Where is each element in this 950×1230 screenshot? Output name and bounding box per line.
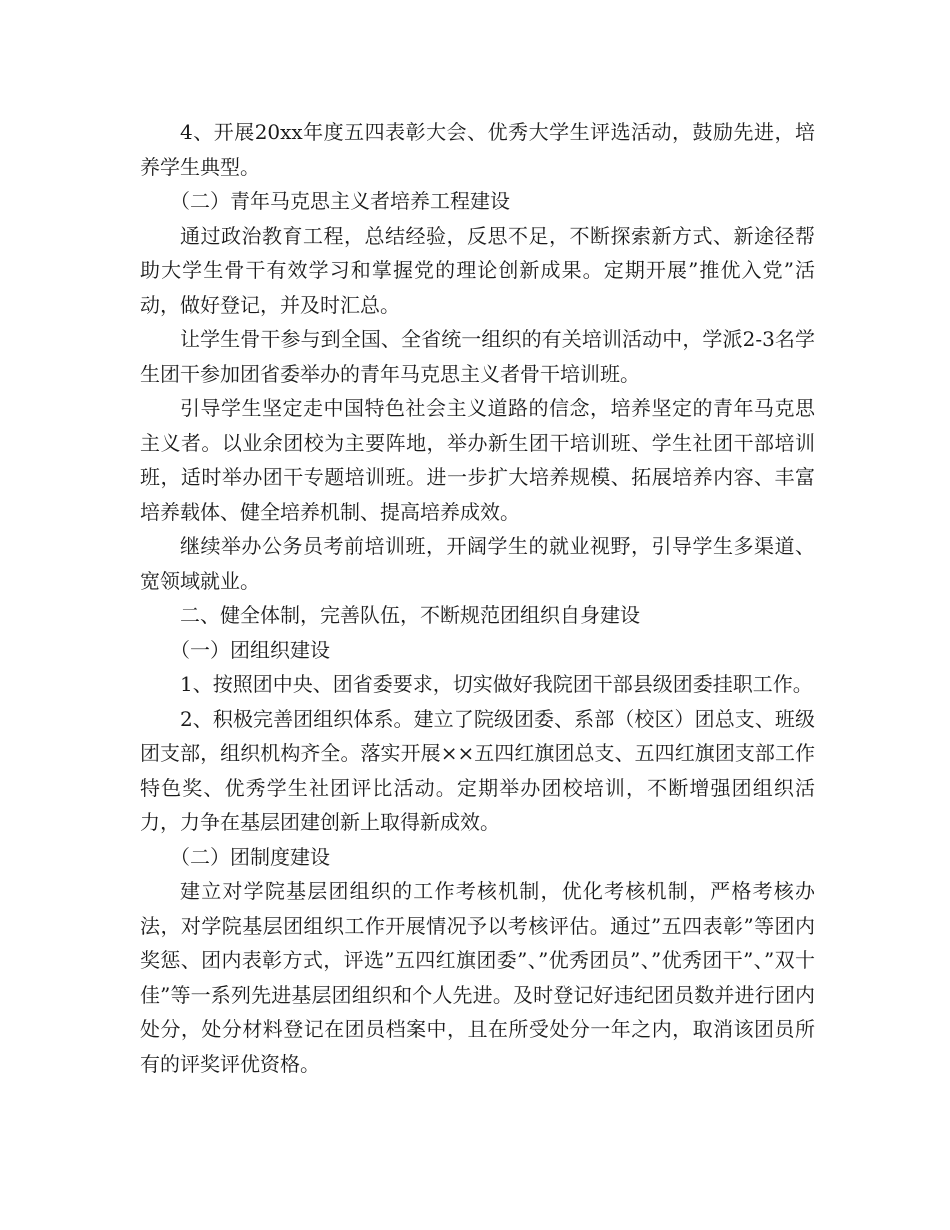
paragraph-item-4: 4、开展20xx年度五四表彰大会、优秀大学生评选活动，鼓励先进，培养学生典型。 [140,120,815,179]
document-body [140,115,815,1081]
paragraph-political-education: 通过政治教育工程，总结经验，反思不足，不断探索新方式、新途径帮助大学生骨干有效学习和掌握党的理论创新成果。定期开展”推优入党”活动，做好登记，并及时汇总。 [140,223,815,317]
paragraph-civil-service-training: 继续举办公务员考前培训班，开阔学生的就业视野，引导学生多渠道、宽领域就业。 [140,534,815,593]
section-heading-system-building: （二）团制度建设 [170,844,330,869]
paragraph-guide-students: 引导学生坚定走中国特色社会主义道路的信念，培养坚定的青年马克思主义者。以业余团校为主要阵地，举办新生团干培训班、学生社团干部培训班，适时举办团干专题培训班。进一步扩大培养规模、拓展培养内容、丰富培养载体、健全培养机制、提高培养成效。 [140,396,815,524]
paragraph-item-1: 1、按照团中央、团省委要求，切实做好我院团干部县级团委挂职工作。 [180,672,813,696]
section-heading-org-building: （一）团组织建设 [170,637,330,662]
paragraph-training-activities: 让学生骨干参与到全国、全省统一组织的有关培训活动中，学派2-3名学生团干参加团省委举办的青年马克思主义者骨干培训班。 [140,327,815,386]
section-heading-youth-marxist: （二）青年马克思主义者培养工程建设 [170,189,510,213]
paragraph-assessment-mechanism: 建立对学院基层团组织的工作考核机制，优化考核机制，严格考核办法，对学院基层团组织工作开展情况予以考核评估。通过”五四表彰”等团内奖惩、团内表彰方式，评选”五四红旗团委”、”优秀团员”、”优秀团干”、”双十佳”等一系列先进基层团组织和个人先进。及时登记好违纪团员数并进行团内处分，处分材料登记在团员档案中，且在所受处分一年之内，取消该团员所有的评奖评优资格。 [140,879,815,1076]
paragraph-item-2: 2、积极完善团组织体系。建立了院级团委、系部（校区）团总支、班级团支部，组织机构齐全。落实开展××五四红旗团总支、五四红旗团支部工作特色奖、优秀学生社团评比活动。定期举办团校培训，不断增强团组织活力，力争在基层团建创新上取得新成效。 [140,706,815,834]
chapter-heading-two: 二、健全体制，完善队伍，不断规范团组织自身建设 [180,603,640,627]
